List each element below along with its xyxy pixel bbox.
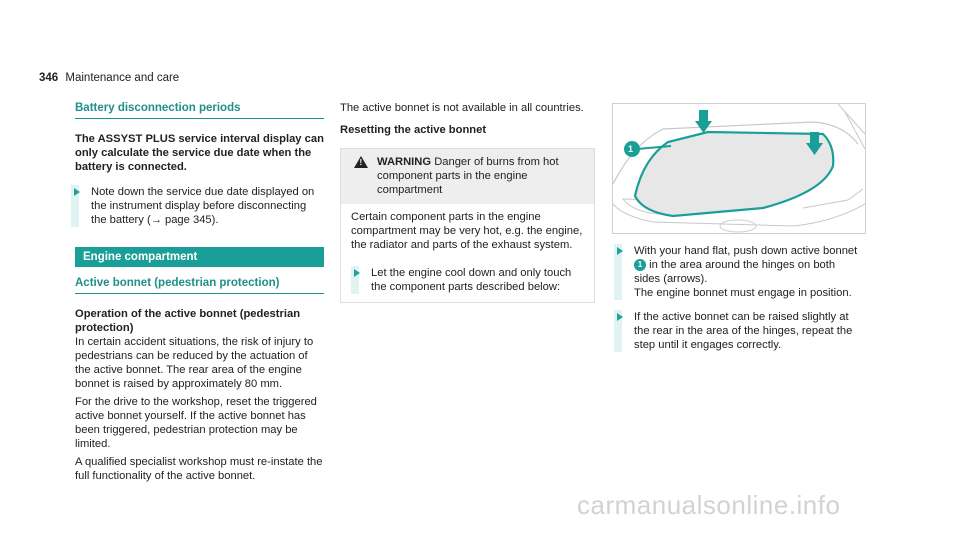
warning-header (341, 149, 594, 204)
push-down-text-b: in the area around the hinges on both sides (arrows). (634, 259, 836, 285)
watermark: carmanualsonline.info (577, 490, 841, 520)
section-title: Maintenance and care (65, 72, 180, 84)
drive-text: For the drive to the workshop, reset the triggered active bonnet yourself. If the active bonnet has been triggered, pedestrian protection may be limited. (75, 396, 317, 450)
warning-title: Danger of burns from hot component parts in the engine compartment (377, 156, 559, 196)
page-header (39, 71, 179, 85)
availability-text: The active bonnet is not available in all countries. (340, 102, 584, 114)
battery-heading: Battery disconnection periods (75, 101, 324, 119)
step-arrow-icon (354, 269, 360, 277)
arrow-left-hinge (695, 110, 712, 133)
column-2 (340, 101, 595, 303)
push-down-step (608, 244, 864, 300)
repeat-text: If the active bonnet can be raised slightly at the rear in the area of the hinges, repeat the step until it engages correctly. (634, 311, 853, 351)
battery-step-text: Note down the service due date displayed on the instrument display before disconnecting the battery (→ page 345). (91, 186, 315, 226)
cool-down-step (345, 266, 584, 294)
warning-body (341, 204, 594, 302)
engage-text: The engine bonnet must engage in position. (634, 287, 852, 299)
operation-heading: Operation of the active bonnet (pedestrian protection) (75, 308, 301, 334)
resetting-heading: Resetting the active bonnet (340, 124, 487, 136)
column-1 (75, 101, 324, 483)
cool-down-text: Let the engine cool down and only touch the component parts described below: (371, 267, 572, 293)
push-down-text-a: With your hand flat, push down active bonnet (634, 245, 858, 257)
column-3 (612, 244, 864, 352)
warning-label: WARNING (377, 156, 432, 168)
warning-box (340, 148, 595, 303)
repeat-step (608, 310, 864, 352)
engine-compartment-bar: Engine compartment (75, 247, 324, 267)
bonnet-illustration (612, 103, 866, 234)
assyst-note: The ASSYST PLUS service interval display can only calculate the service due date when the battery is connected. (75, 133, 324, 173)
car-front-drawing (613, 104, 865, 233)
warning-icon: ! (354, 156, 368, 168)
callout-1-icon: 1 (634, 259, 646, 271)
active-bonnet-heading: Active bonnet (pedestrian protection) (75, 276, 324, 294)
battery-step (65, 185, 324, 227)
specialist-text: A qualified specialist workshop must re-instate the full functionality of the active bonnet. (75, 456, 323, 482)
step-arrow-icon (617, 247, 623, 255)
step-arrow-icon (617, 313, 623, 321)
operation-text: In certain accident situations, the risk of injury to pedestrians can be reduced by the actuation of the active bonnet. The rear area of the engine bonnet is raised by approximately 80 mm. (75, 336, 314, 390)
callout-1-label: 1 (628, 144, 634, 154)
step-arrow-icon (74, 188, 80, 196)
page-number: 346 (39, 72, 59, 84)
warning-body-text: Certain component parts in the engine compartment may be very hot, e.g. the engine, the radiator and parts of the exhaust system. (351, 211, 583, 251)
